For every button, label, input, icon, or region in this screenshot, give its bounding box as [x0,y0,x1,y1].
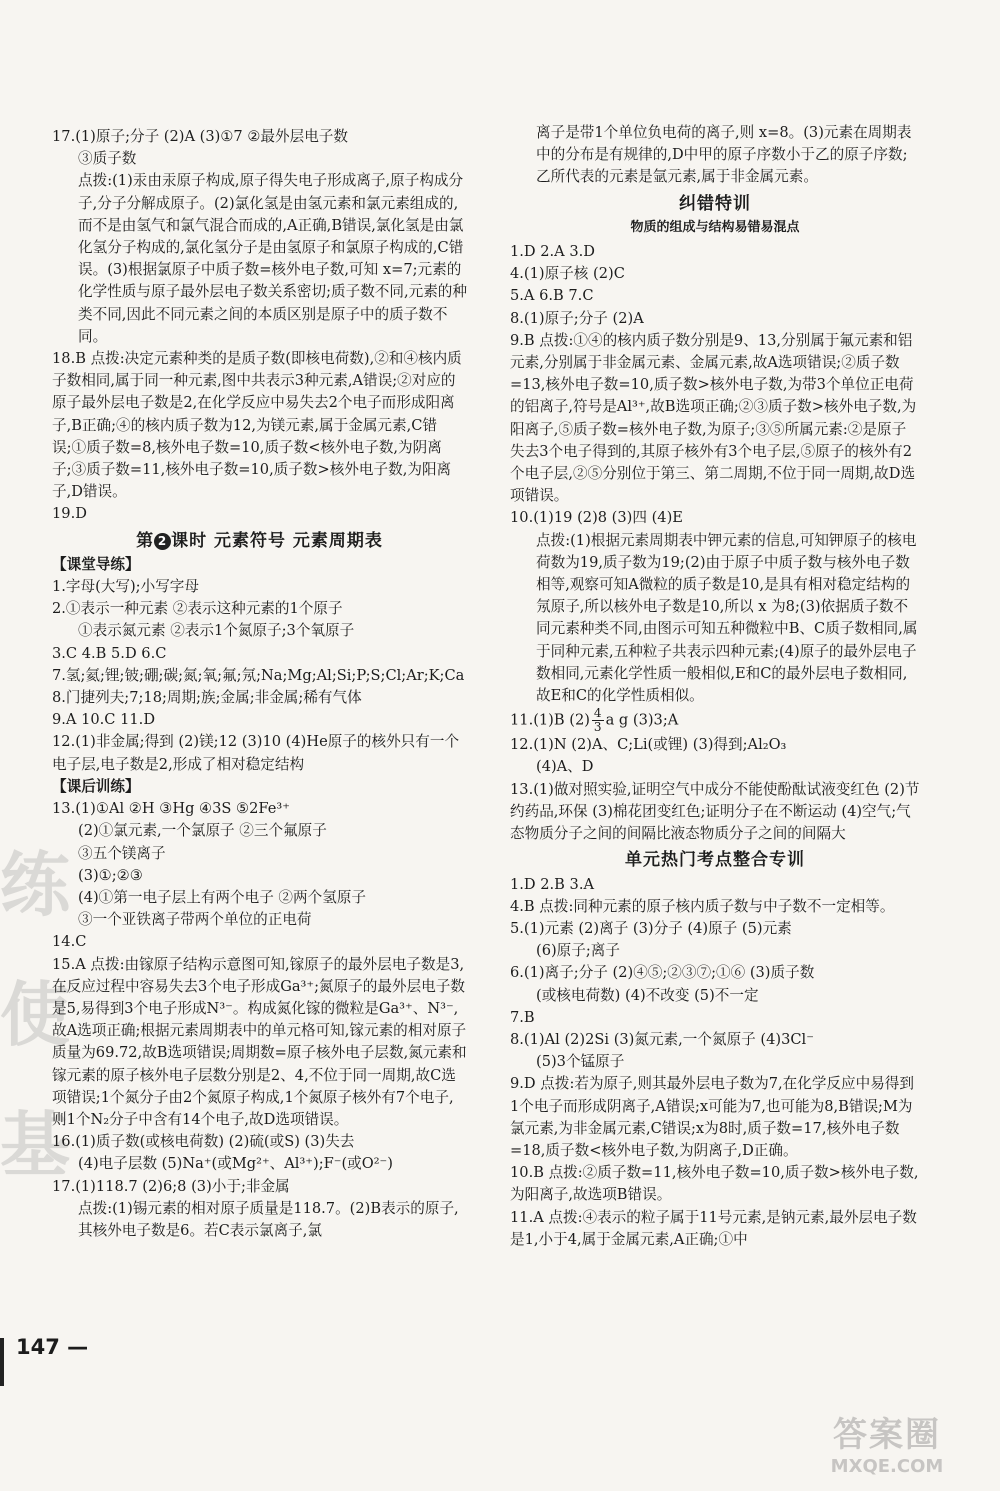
a17-tip: 点拨:(1)锡元素的相对原子质量是118.7。(2)B表示的原子,其核外电子数是6。若C表示氯离子,氯 [78,1199,459,1239]
e12-2: (4)A、D [536,758,594,776]
left-column [52,126,467,1242]
e11 [510,707,920,734]
lesson-number-badge: 2 [154,533,171,550]
e8: 8.(1)原子;分子 (2)A [510,309,644,327]
e4: 4.(1)原子核 (2)C [510,265,625,283]
u6-1: 6.(1)离子;分子 (2)④⑤;②③⑦;①⑥ (3)质子数 [510,964,815,982]
lesson-title: 课时 元素符号 元素周期表 [171,530,383,551]
a15: 15.A 点拨:由镓原子结构示意图可知,镓原子的最外层电子数是3,在反应过程中容易失去3个电子形成Ga³⁺;氮原子的最外层电子数是5,易得到3个电子形成N³⁻。构成氮化镓的微粒是Ga³⁺、N³⁻,故A选项正确;根据元素周期表中的单元格可知,镓元素的相对原子质量为69.72,故B选项错误;周期数=原子核外电子层数,氮元素和镓元素的原子核外电子层数分别是2、4,不位于同一周期,故C选项错误;1个氮分子由2个氮原子构成,1个氮原子核外有7个电子,则1个N₂分子中含有14个电子,故D选项错误。 [52,955,467,1128]
c7: 7.氢;氦;锂;铍;硼;碳;氮;氧;氟;氖;Na;Mg;Al;Si;P;S;Cl;Ar;K;Ca [52,666,465,684]
a13-1: 13.(1)①Al ②H ③Hg ④3S ⑤2Fe³⁺ [52,800,290,818]
q17-tip: 点拨:(1)汞由汞原子构成,原子得失电子形成离子,原子构成分子,分子分解成原子。(2)氯化氢是由氢元素和氯元素组成的,而不是由氢气和氯气混合而成的,A正确,B错误,氯化氢是由氯化氢分子构成的,氯化氢分子是由氢原子和氯原子构成的,C错误。(3)根据氯原子中质子数=核外电子数,可知 x=7;元素的化学性质与原子最外层电子数关系密切;质子数不同,元素的种类不同,因此不同元素之间的本质区别是原子中的质子数不同。 [78,172,467,345]
u10: 10.B 点拨:②质子数=11,核外电子数=10,质子数>核外电子数,为阳离子,故选项B错误。 [510,1164,919,1204]
edge-bar [0,1338,4,1386]
q18-answer: 18.B 点拨:决定元素种类的是质子数(即核电荷数),②和④核内质子数相同,属于同一种元素,图中共表示3种元素,A错误;②对应的原子最外层电子数是2,在化学反应中易失去2个电子而形成阳离子,B正确;④的核内质子数为12,为镁元素,属于金属元素,C错误;①质子数=8,核外电子数=10,质子数<核外电子数,为阴离子;③质子数=11,核外电子数=10,质子数>核外电子数,为阳离子,D错误。 [52,350,462,501]
u8-2: (5)3个锰原子 [536,1053,625,1071]
c12: 12.(1)非金属;得到 (2)镁;12 (3)10 (4)He原子的核外只有一个电子层,电子数是2,形成了相对稳定结构 [52,733,460,773]
q17-answer-cont: ③质子数 [78,150,137,168]
a13-6: ③一个亚铁离子带两个单位的正电荷 [78,911,312,929]
site-watermark-logo: 答案圈 [833,1415,941,1455]
a13-2: (2)①氯元素,一个氯原子 ②三个氟原子 [78,822,327,840]
a16-1: 16.(1)质子数(或核电荷数) (2)硫(或S) (3)失去 [52,1133,355,1151]
lesson-heading [52,530,467,552]
u4: 4.B 点拨:同种元素的原子核内质子数与中子数不一定相等。 [510,897,895,915]
right-column [510,122,920,1251]
e10-tip: 点拨:(1)根据元素周期表中钾元素的信息,可知钾原子的核电荷数为19,质子数为19;(2)由于原子中质子数与核外电子数相等,观察可知A微粒的质子数是10,是具有相对稳定结构的氖原子,所以核外电子数是10,所以 x 为8;(3)依据质子数不同元素种类不同,由图示可知五种微粒中B、C质子数相同,属于同种元素,五种粒子共表示四种元素;(4)原子的最外层电子数相同,元素化学性质一般相似,E和C的最外层电子数相同,故E和C的化学性质相似。 [536,531,918,705]
class-practice-heading: 【课堂导练】 [52,555,140,573]
c3: 3.C 4.B 5.D 6.C [52,644,167,662]
a13-5: (4)①第一电子层上有两个电子 ②两个氢原子 [78,888,367,906]
a13-4: (3)①;②③ [78,866,143,884]
e9: 9.B 点拨:①④的核内质子数分别是9、13,分别属于氟元素和铝元素,分别属于非金属元素、金属元素,故A选项错误;②质子数=13,核外电子数=10,质子数>核外电子数,为带3个单位正电荷的铝离子,符号是Al³⁺,故B选项正确;②③质子数>核外电子数,为阳离子,⑤质子数=核外电子数,为原子;③⑤所属元素:②是原子失去3个电子得到的,其原子核外有3个电子层,⑤原子的核外有2个电子层,②⑤分别位于第三、第二周期,不位于同一周期,故D选项错误。 [510,331,917,505]
e5: 5.A 6.B 7.C [510,287,594,305]
e1: 1.D 2.A 3.D [510,243,595,261]
u6-2: (或核电荷数) (4)不改变 (5)不一定 [536,986,759,1004]
side-watermark: 练 使 基 [0,843,70,1186]
q19-answer: 19.D [52,505,87,523]
c1: 1.字母(大写);小写字母 [52,578,199,596]
e11-frac-num: 4 [593,706,602,721]
c9: 9.A 10.C 11.D [52,711,156,729]
a16-2: (4)电子层数 (5)Na⁺(或Mg²⁺、Al³⁺);F⁻(或O²⁻) [78,1155,393,1173]
e13: 13.(1)做对照实验,证明空气中成分不能使酚酞试液变红色 (2)节约药品,环保 (3)棉花团变红色;证明分子在不断运动 (4)空气;气态物质分子之间的间隔比液态物质分子之间的间隔大 [510,780,920,843]
after-class-heading: 【课后训练】 [52,777,140,795]
error-training-subtitle: 物质的组成与结构易错易混点 [630,219,800,235]
c2b: ①表示氮元素 ②表示1个氮原子;3个氧原子 [78,622,355,640]
unit-training-title: 单元热门考点整合专训 [625,850,805,871]
r-continuation: 离子是带1个单位负电荷的离子,则 x=8。(3)元素在周期表中的分布是有规律的,D中甲的原子序数小于乙的原子序数;乙所代表的元素是氩元素,属于非金属元素。 [536,124,912,186]
c8: 8.门捷列夫;7;18;周期;族;金属;非金属;稀有气体 [52,689,362,707]
site-watermark-url: MXQE.COM [830,1456,944,1477]
a13-3: ③五个镁离子 [78,844,166,862]
u5-2: (6)原子;离子 [536,942,620,960]
e11-post: a g (3)3;A [605,711,679,729]
a17-1: 17.(1)118.7 (2)6;8 (3)小于;非金属 [52,1177,290,1195]
q17-answer: 17.(1)原子;分子 (2)A (3)①7 ②最外层电子数 [52,128,348,145]
e10: 10.(1)19 (2)8 (3)四 (4)E [510,509,683,527]
u8-1: 8.(1)Al (2)2Si (3)氮元素,一个氮原子 (4)3Cl⁻ [510,1030,814,1048]
c2a: 2.①表示一种元素 ②表示这种元素的1个原子 [52,600,343,618]
error-training-title: 纠错特训 [679,193,751,214]
e11-fraction [592,707,604,734]
u9: 9.D 点拨:若为原子,则其最外层电子数为7,在化学反应中易得到1个电子而形成阴离子,A错误;x可能为7,也可能为8,B错误;M为氯元素,为非金属元素,C错误;x为8时,质子数=17,核外电子数=18,质子数<核外电子数,为阴离子,D正确。 [510,1075,914,1159]
u7: 7.B [510,1008,535,1026]
e11-frac-den: 3 [593,720,602,735]
u11: 11.A 点拨:④表示的粒子属于11号元素,是钠元素,最外层电子数是1,小于4,属于金属元素,A正确;①中 [510,1208,917,1248]
site-watermark [792,1407,982,1477]
page-number: 147 — [16,1335,89,1359]
u1: 1.D 2.B 3.A [510,875,595,893]
a14: 14.C [52,933,87,951]
u5-1: 5.(1)元素 (2)离子 (3)分子 (4)原子 (5)元素 [510,919,792,937]
lesson-pre: 第 [136,530,155,551]
e11-pre: 11.(1)B (2) [510,711,590,729]
e12-1: 12.(1)N (2)A、C;Li(或锂) (3)得到;Al₂O₃ [510,736,787,754]
